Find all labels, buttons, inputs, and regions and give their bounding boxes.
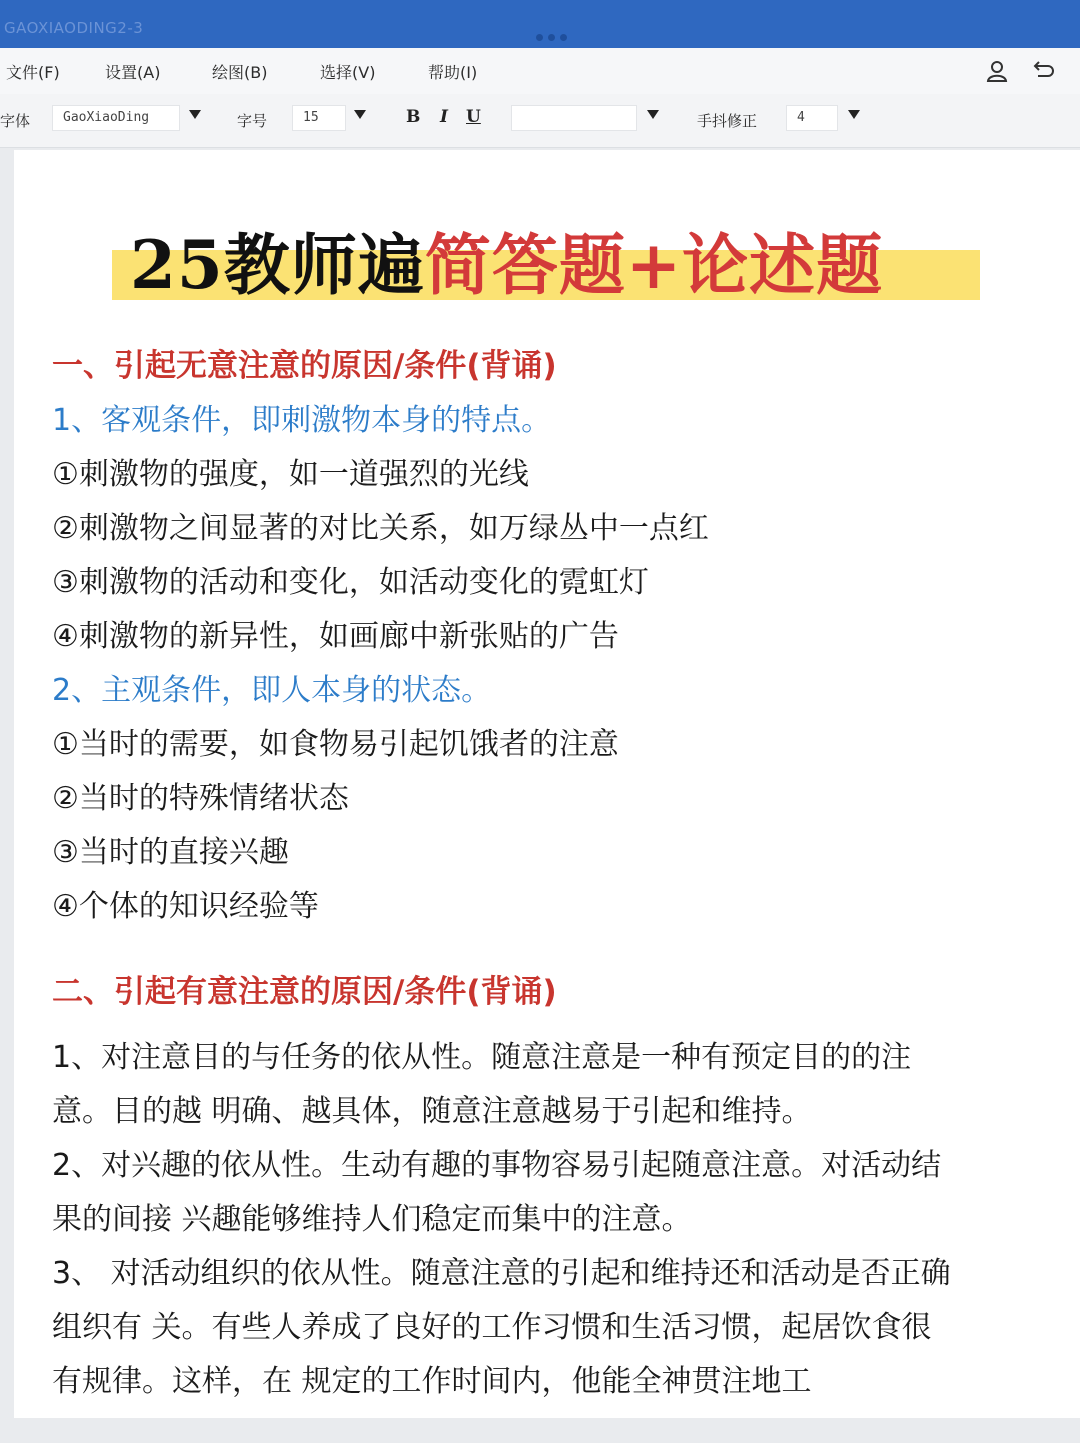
section2-heading: 二、引起有意注意的原因/条件(背诵) <box>52 974 557 1010</box>
italic-button[interactable]: I <box>440 107 448 127</box>
section1-heading: 一、引起无意注意的原因/条件(背诵) <box>52 348 557 384</box>
font-label: 字体 <box>0 112 31 130</box>
paragraph-line: 组织有 关。有些人养成了良好的工作习惯和生活习惯，起居饮食很 <box>52 1310 932 1345</box>
paragraph-line: 果的间接 兴趣能够维持人们稳定而集中的注意。 <box>52 1202 692 1237</box>
undo-icon[interactable] <box>1030 58 1056 84</box>
font-select[interactable]: GaoXiaoDing <box>52 105 180 131</box>
paragraph-line: 有规律。这样，在 规定的工作时间内，他能全神贯注地工 <box>52 1364 812 1399</box>
format-toolbar <box>0 94 1080 148</box>
more-dots-icon[interactable] <box>536 26 576 34</box>
title-bar <box>0 0 1080 48</box>
bold-button[interactable]: B <box>406 107 421 127</box>
section1-sub2: 2、主观条件，即人本身的状态。 <box>52 673 492 708</box>
paragraph-line: 意。目的越 明确、越具体，随意注意越易于引起和维持。 <box>52 1094 812 1129</box>
menu-draw[interactable]: 绘图(B) <box>212 63 268 82</box>
menu-settings[interactable]: 设置(A) <box>105 63 161 82</box>
list-item: ①刺激物的强度，如一道强烈的光线 <box>52 457 529 492</box>
paragraph-line: 2、对兴趣的依从性。生动有趣的事物容易引起随意注意。对活动结 <box>52 1148 942 1183</box>
list-item: ②当时的特殊情绪状态 <box>52 781 349 816</box>
list-item: ③当时的直接兴趣 <box>52 835 289 870</box>
color-dropdown-arrow-icon[interactable] <box>647 110 659 119</box>
list-item: ②刺激物之间显著的对比关系，如万绿丛中一点红 <box>52 511 709 546</box>
list-item: ④刺激物的新异性，如画廊中新张贴的广告 <box>52 619 619 654</box>
paragraph-line: 3、 对活动组织的依从性。随意注意的引起和维持还和活动是否正确 <box>52 1256 951 1291</box>
menu-help[interactable]: 帮助(I) <box>428 63 478 82</box>
list-item: ①当时的需要，如食物易引起饥饿者的注意 <box>52 727 619 762</box>
font-dropdown-arrow-icon[interactable] <box>189 110 201 119</box>
correction-select[interactable]: 4 <box>786 105 838 131</box>
paragraph-line: 1、对注意目的与任务的依从性。随意注意是一种有预定目的的注 <box>52 1040 912 1075</box>
list-item: ④个体的知识经验等 <box>52 889 319 924</box>
correction-label: 手抖修正 <box>697 112 758 130</box>
title-black-part: 25教师遍 <box>130 226 425 304</box>
underline-button[interactable]: U <box>466 107 481 127</box>
list-item: ③刺激物的活动和变化，如活动变化的霓虹灯 <box>52 565 649 600</box>
title-red-part: 简答题+论述题 <box>424 226 884 304</box>
size-dropdown-arrow-icon[interactable] <box>354 110 366 119</box>
correction-dropdown-arrow-icon[interactable] <box>848 110 860 119</box>
menu-select[interactable]: 选择(V) <box>320 63 376 82</box>
menu-bar <box>0 48 1080 94</box>
size-label: 字号 <box>237 112 268 130</box>
menu-file[interactable]: 文件(F) <box>6 63 60 82</box>
section1-sub1: 1、客观条件，即刺激物本身的特点。 <box>52 403 552 438</box>
window-title: GAOXIAODING2-3 <box>4 19 144 37</box>
color-select[interactable] <box>511 105 637 131</box>
user-icon[interactable] <box>984 58 1010 84</box>
size-select[interactable]: 15 <box>292 105 346 131</box>
document-title <box>130 212 883 302</box>
